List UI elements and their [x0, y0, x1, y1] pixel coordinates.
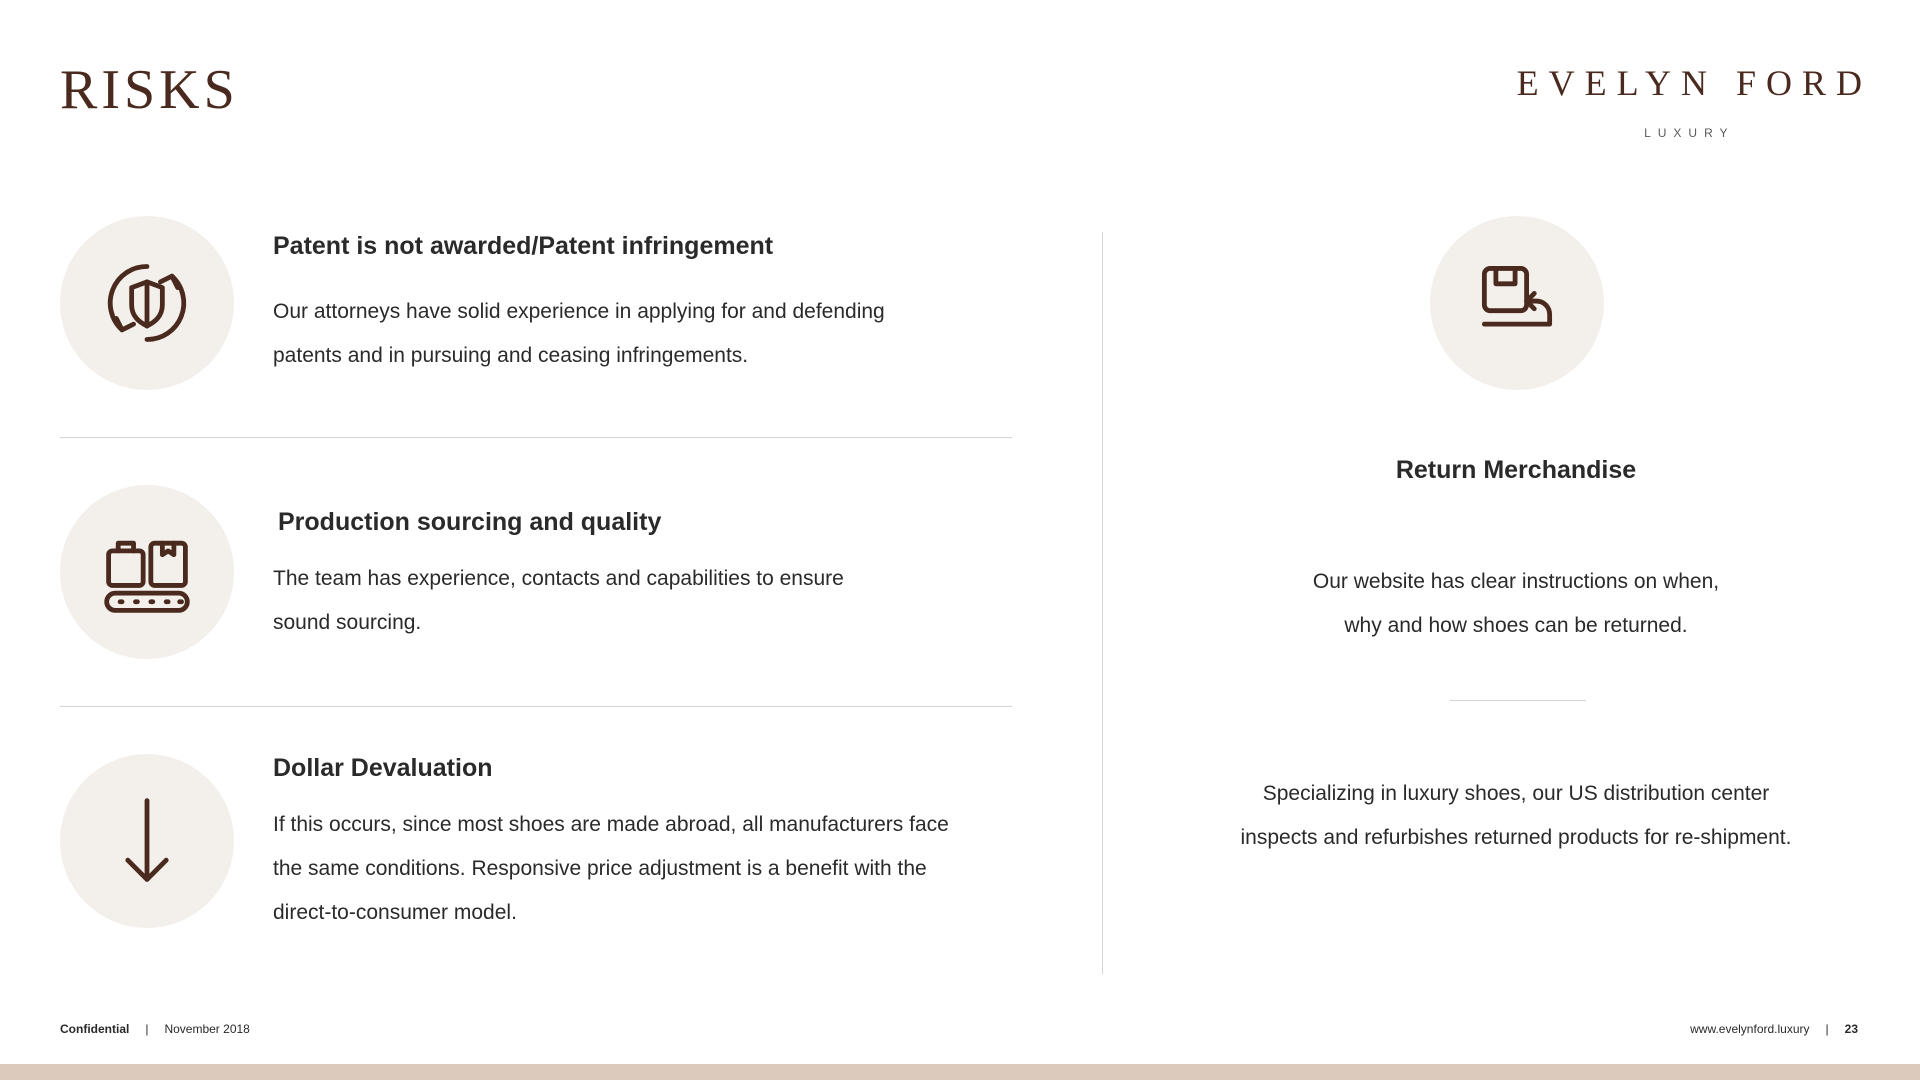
risk-description-line: sound sourcing. [273, 611, 422, 634]
distribution-description-line: inspects and refurbishes returned products for re-shipment. [1240, 826, 1792, 849]
risk-icon-circle [60, 216, 234, 390]
confidential-label: Confidential [60, 1022, 130, 1036]
footer-separator: | [145, 1022, 149, 1036]
footer-left [60, 1022, 250, 1036]
brand-subtitle: LUXURY [1644, 126, 1735, 140]
risk-description-line: the same conditions. Responsive price adjustment is a benefit with the [273, 857, 927, 880]
column-divider [1102, 232, 1103, 974]
box-return-icon [1469, 255, 1565, 351]
risk-description-line: patents and in pursuing and ceasing infringements. [273, 344, 749, 367]
return-icon-circle [1430, 216, 1604, 390]
return-title: Return Merchandise [1395, 456, 1637, 484]
footer-right [1690, 1022, 1858, 1036]
brand-name: EVELYN FORD [1516, 63, 1872, 103]
row-divider [60, 706, 1012, 707]
bottom-bar [0, 1064, 1920, 1080]
return-description [1150, 560, 1882, 648]
section-divider [1450, 700, 1586, 701]
risk-description-line: If this occurs, since most shoes are made abroad, all manufacturers face [273, 813, 949, 836]
arrow-down-icon [99, 793, 195, 889]
distribution-description-line: Specializing in luxury shoes, our US distribution center [1262, 782, 1770, 805]
distribution-description [1150, 772, 1882, 860]
risk-description [273, 290, 885, 378]
conveyor-boxes-icon [99, 524, 195, 620]
risk-description [273, 557, 844, 645]
page-number: 23 [1844, 1022, 1858, 1036]
brand-logo [1516, 62, 1872, 140]
website-label: www.evelynford.luxury [1690, 1022, 1810, 1036]
row-divider [60, 437, 1012, 438]
risk-description-line: The team has experience, contacts and capabilities to ensure [273, 567, 844, 590]
risk-title: Production sourcing and quality [278, 508, 662, 536]
risk-description-line: Our attorneys have solid experience in applying for and defending [273, 300, 885, 323]
page-title: RISKS [60, 59, 239, 121]
risk-title: Dollar Devaluation [273, 754, 493, 782]
footer-separator: | [1825, 1022, 1829, 1036]
return-description-line: Our website has clear instructions on when, [1312, 570, 1720, 593]
risk-title: Patent is not awarded/Patent infringement [273, 232, 774, 260]
return-description-line: why and how shoes can be returned. [1344, 614, 1688, 637]
footer-date: November 2018 [164, 1022, 250, 1036]
risk-description [273, 803, 949, 935]
risk-icon-circle [60, 485, 234, 659]
risk-icon-circle [60, 754, 234, 928]
return-title-wrap [1150, 456, 1882, 485]
risk-description-line: direct-to-consumer model. [273, 901, 517, 924]
shield-refresh-icon [99, 255, 195, 351]
